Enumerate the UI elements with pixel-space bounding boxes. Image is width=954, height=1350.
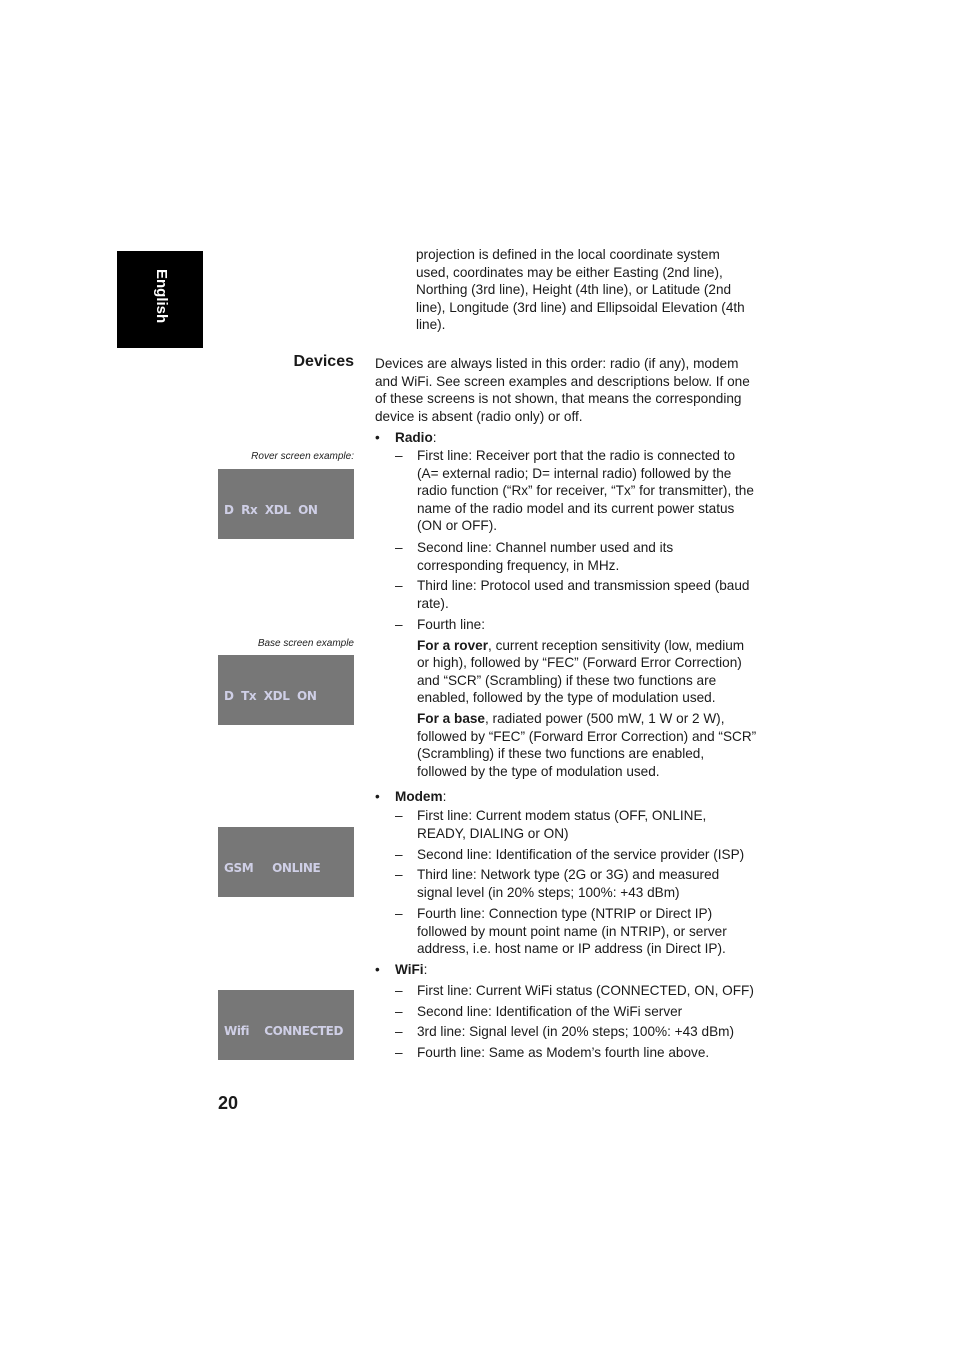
rover-description bbox=[417, 637, 757, 707]
modem-item-text: Second line: Identification of the service provider (ISP) bbox=[417, 847, 745, 862]
base-text: , radiated power (500 mW, 1 W or 2 W), followed by “FEC” (Forward Error Correction) and “SCR” (Scrambling) if these two functions are enabled, followed by the type of modulation used. bbox=[417, 710, 757, 779]
label-colon: : bbox=[432, 430, 437, 445]
radio-item-text: First line: Receiver port that the radio is connected to (A= external radio; D= internal radio) followed by the radio function (“Rx” for receiver, “Tx” for transmitter), the name of the radio model and its current power status (ON or OFF). bbox=[417, 448, 754, 534]
wifi-item-text: First line: Current WiFi status (CONNECTED, ON, OFF) bbox=[417, 983, 754, 998]
modem-item-text: Third line: Network type (2G or 3G) and measured signal level (in 20% steps; 100%: +43 dBm) bbox=[417, 867, 720, 900]
dash-symbol: – bbox=[395, 448, 403, 463]
rover-label: For a rover bbox=[417, 637, 489, 653]
modem-bullet bbox=[375, 788, 446, 806]
language-tab-label: English bbox=[153, 269, 170, 324]
wifi-item-text: Second line: Identification of the WiFi server bbox=[417, 1004, 683, 1019]
section-heading: Devices bbox=[293, 353, 354, 370]
wifi-screen-display bbox=[218, 990, 354, 1060]
label-colon: : bbox=[442, 789, 447, 804]
modem-item-text: Fourth line: Connection type (NTRIP or Direct IP) followed by mount point name (in NTRIP), or server address, i.e. host name or IP address (in Direct IP). bbox=[417, 906, 727, 957]
radio-item-text: Third line: Protocol used and transmission speed (baud rate). bbox=[417, 578, 750, 611]
dash-symbol: – bbox=[395, 540, 403, 555]
wifi-label: WiFi bbox=[395, 962, 424, 977]
dash-symbol: – bbox=[395, 983, 403, 998]
radio-item bbox=[395, 616, 757, 780]
modem-screen-display bbox=[218, 827, 354, 897]
modem-item bbox=[395, 846, 757, 864]
bullet-symbol: • bbox=[375, 789, 380, 804]
rover-screen-line: D Rx XDL ON bbox=[224, 503, 318, 518]
dash-symbol: – bbox=[395, 808, 403, 823]
modem-label: Modem bbox=[395, 789, 443, 804]
wifi-item-text: 3rd line: Signal level (in 20% steps; 100%: +43 dBm) bbox=[417, 1024, 734, 1039]
dash-symbol: – bbox=[395, 1045, 403, 1060]
radio-item-text: Second line: Channel number used and its corresponding frequency, in MHz. bbox=[417, 540, 674, 573]
radio-item bbox=[395, 577, 757, 612]
bullet-symbol: • bbox=[375, 430, 380, 445]
dash-symbol: – bbox=[395, 867, 403, 882]
language-tab bbox=[117, 251, 203, 348]
modem-item bbox=[395, 905, 757, 958]
rover-screen-display bbox=[218, 469, 354, 539]
page-number: 20 bbox=[218, 1093, 239, 1113]
modem-item bbox=[395, 807, 757, 842]
wifi-item-text: Fourth line: Same as Modem’s fourth line above. bbox=[417, 1045, 710, 1060]
intro-continued: projection is defined in the local coordinate system used, coordinates may be either Easting (2nd line), Northing (3rd line), Height (4th line), or Latitude (2nd line), Longitude (3rd line) and Ellipsoidal Elevation (4th line). bbox=[416, 247, 745, 333]
modem-screen-line: GSM ONLINE bbox=[224, 861, 321, 876]
modem-item bbox=[395, 866, 757, 901]
label-colon: : bbox=[423, 962, 428, 977]
wifi-screen-line: Wifi CONNECTED bbox=[224, 1024, 344, 1039]
rover-screen-caption: Rover screen example: bbox=[251, 451, 354, 462]
dash-symbol: – bbox=[395, 617, 403, 632]
base-screen-caption: Base screen example bbox=[257, 638, 354, 649]
dash-symbol: – bbox=[395, 847, 403, 862]
radio-label: Radio bbox=[395, 430, 433, 445]
wifi-bullet bbox=[375, 961, 427, 979]
radio-bullet bbox=[375, 429, 437, 447]
dash-symbol: – bbox=[395, 906, 403, 921]
wifi-item bbox=[395, 982, 757, 1000]
wifi-item bbox=[395, 1023, 757, 1041]
dash-symbol: – bbox=[395, 1024, 403, 1039]
modem-item-text: First line: Current modem status (OFF, ONLINE, READY, DIALING or ON) bbox=[417, 808, 707, 841]
bullet-symbol: • bbox=[375, 962, 380, 977]
base-label: For a base bbox=[417, 710, 485, 726]
radio-item-text: Fourth line: bbox=[417, 617, 486, 632]
radio-item bbox=[395, 539, 757, 574]
radio-item bbox=[395, 447, 757, 535]
base-description bbox=[417, 710, 757, 780]
dash-symbol: – bbox=[395, 1004, 403, 1019]
base-screen-line: D Tx XDL ON bbox=[224, 689, 317, 704]
base-screen-display bbox=[218, 655, 354, 725]
wifi-item bbox=[395, 1044, 757, 1062]
section-intro: Devices are always listed in this order: radio (if any), modem and WiFi. See screen examples and descriptions below. If one of these screens is not shown, that means the corresponding device is absent (radio only) or off. bbox=[375, 356, 750, 424]
wifi-item bbox=[395, 1003, 757, 1021]
rover-text: , current reception sensitivity (low, medium or high), followed by “FEC” (Forward Error Correction) and “SCR” (Scrambling) if these two functions are enabled, followed by the type of modulation used. bbox=[417, 637, 745, 706]
dash-symbol: – bbox=[395, 578, 403, 593]
